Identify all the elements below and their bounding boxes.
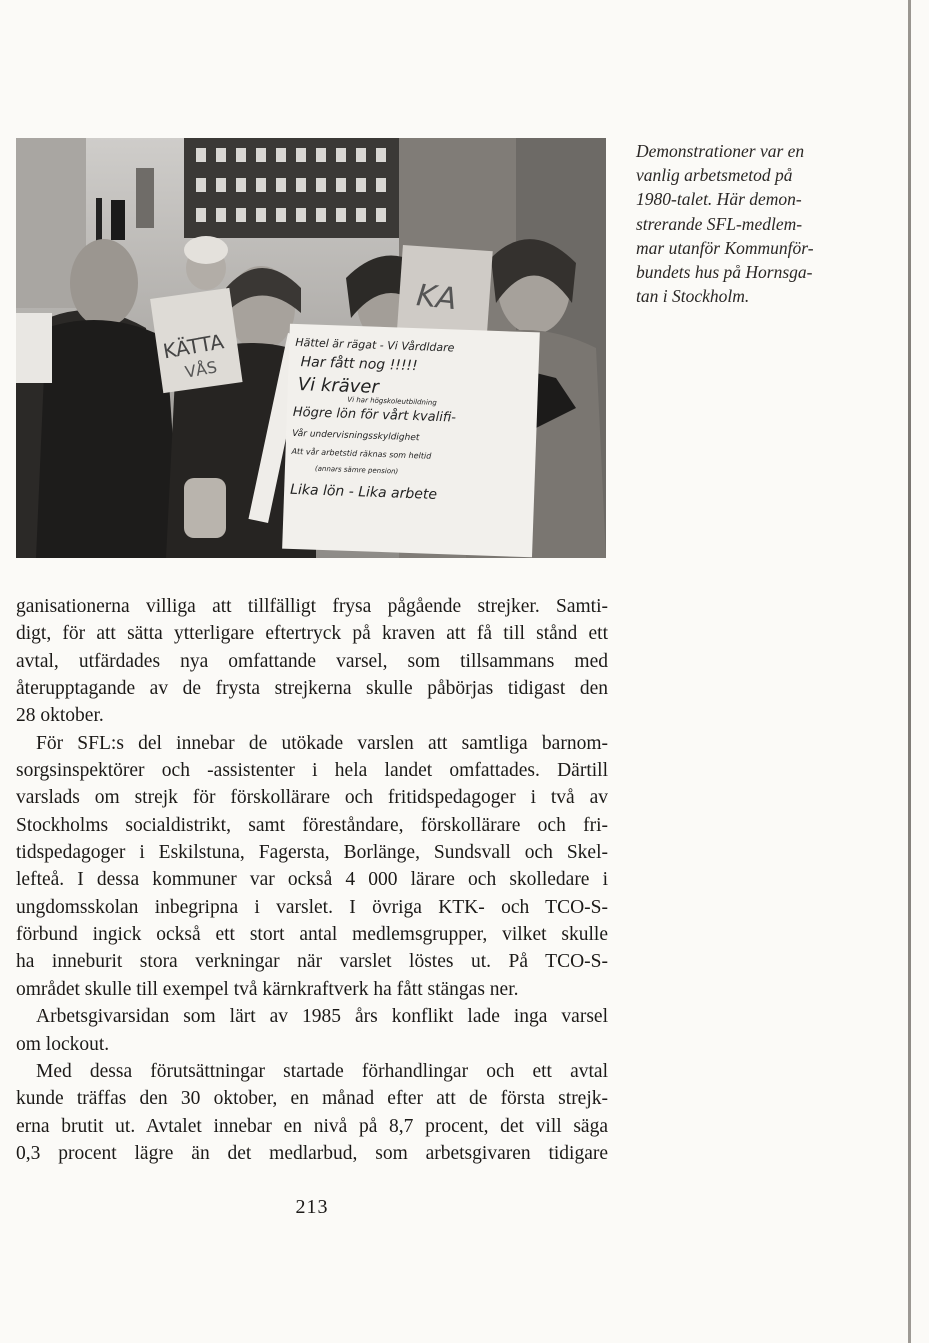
caption-line: tan i Stockholm. bbox=[636, 286, 750, 307]
body-line: erna brutit ut. Avtalet innebar en nivå på 8,7 procent, det vill säga bbox=[16, 1115, 608, 1137]
body-text bbox=[16, 593, 608, 1167]
sign-line: Lika lön - Lika arbete bbox=[289, 481, 438, 503]
sign-line: Vår undervisningsskyldighet bbox=[291, 428, 420, 444]
body-line: ganisationerna villiga att tillfälligt frysa pågående strejker. Samti- bbox=[16, 596, 608, 617]
body-line: avtal, utfärdades nya omfattande varsel, som tillsammans med bbox=[16, 650, 608, 672]
photo-caption bbox=[636, 139, 864, 308]
sign-line: (annars sämre pension) bbox=[314, 464, 399, 476]
sign-line: Att vår arbetstid räknas som heltid bbox=[291, 446, 432, 461]
sign-line: Vi kräver bbox=[297, 374, 380, 398]
caption-line: bundets hus på Hornsga- bbox=[636, 262, 813, 283]
body-line: ungdomsskolan inbegripna i varslet. I övriga KTK- och TCO-S- bbox=[16, 896, 608, 918]
body-line: ha inneburit stora verkningar när varslet löstes ut. På TCO-S- bbox=[16, 951, 608, 973]
body-line: 28 oktober. bbox=[16, 705, 104, 727]
right-sign-text: KA bbox=[414, 278, 459, 318]
sign-line: Hättel är rägat - Vi Vårdldare bbox=[295, 335, 455, 355]
left-sign-text: KÄTTA bbox=[161, 329, 226, 364]
body-line: om lockout. bbox=[16, 1033, 110, 1055]
caption-line: 1980-talet. Här demon- bbox=[636, 189, 802, 210]
body-line: tidspedagoger i Eskilstuna, Fagersta, Borlänge, Sundsvall och Skel- bbox=[16, 842, 608, 864]
body-line: förbund ingick också ett stort antal medlemsgrupper, vilket skulle bbox=[16, 924, 608, 946]
left-sign-text-2: VÅS bbox=[183, 357, 219, 382]
body-line: Med dessa förutsättningar startade förhandlingar och ett avtal bbox=[36, 1060, 608, 1082]
demonstration-photo bbox=[16, 138, 606, 558]
body-line: lefteå. I dessa kommuner var också 4 000 lärare och skolledare i bbox=[16, 869, 608, 891]
body-line: sorgsinspektörer och -assistenter i hela landet omfattades. Därtill bbox=[16, 760, 608, 782]
sign-line: Högre lön för vårt kvalifi- bbox=[292, 404, 457, 426]
scan-edge bbox=[908, 0, 911, 1343]
body-line: återupptagande av de frysta strejkerna skulle påbörjas tidigast den bbox=[16, 678, 608, 700]
caption-line: strerande SFL-medlem- bbox=[636, 213, 803, 234]
body-line: Arbetsgivarsidan som lärt av 1985 års konflikt lade inga varsel bbox=[36, 1006, 608, 1028]
sign-line: Vi har högskoleutbildning bbox=[347, 395, 437, 407]
body-line: digt, för att sätta ytterligare eftertryck på kraven att få till stånd ett bbox=[16, 623, 608, 645]
caption-line: Demonstrationer var en bbox=[636, 141, 805, 161]
body-line: Stockholms socialdistrikt, samt föreståndare, förskollärare och fri- bbox=[16, 814, 608, 836]
body-line: 0,3 procent lägre än det medlarbud, som arbetsgivaren tidigare bbox=[16, 1142, 608, 1164]
body-line: För SFL:s del innebar de utökade varslen att samtliga barnom- bbox=[36, 732, 608, 754]
body-line: varslads om strejk för förskollärare och fritidspedagoger i två av bbox=[16, 787, 608, 809]
body-line: kunde träffas den 30 oktober, en månad efter att de första strejk- bbox=[16, 1088, 608, 1110]
caption-line: mar utanför Kommunför- bbox=[636, 237, 814, 258]
page-number: 213 bbox=[295, 1196, 329, 1218]
caption-line: vanlig arbetsmetod på bbox=[636, 165, 793, 186]
sign-line: Har fått nog !!!!! bbox=[300, 354, 418, 375]
body-line: området skulle till exempel två kärnkraftverk ha fått stängas ner. bbox=[16, 978, 519, 1000]
